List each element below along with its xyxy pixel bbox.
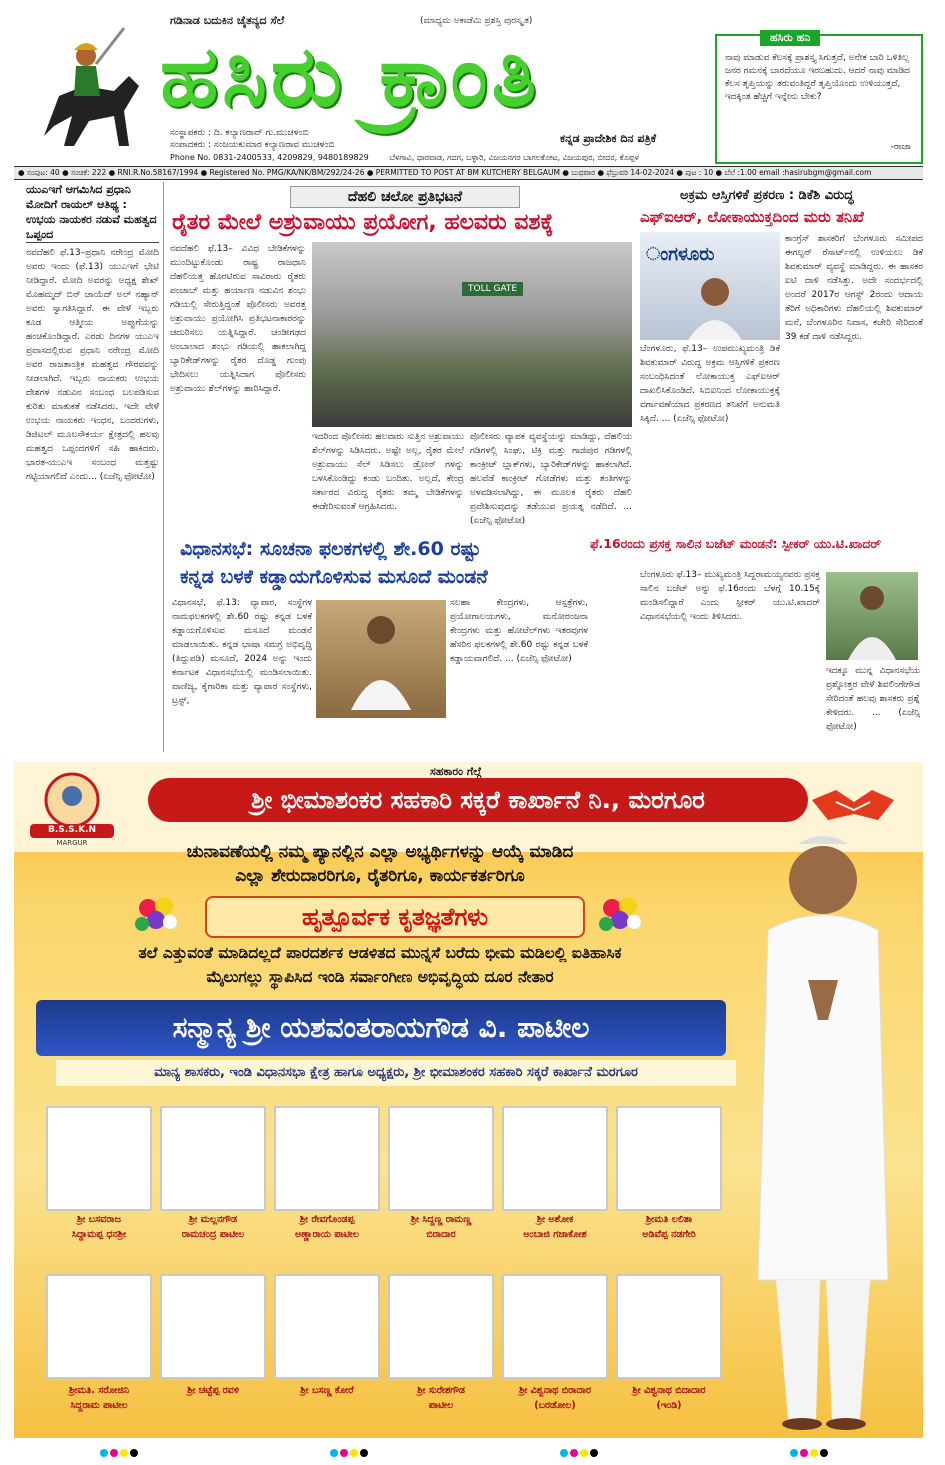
masthead-subtitle: ಕನ್ನಡ ಪ್ರಾದೇಶಿಕ ದಿನ ಪತ್ರಿಕೆ: [560, 132, 657, 145]
bsskn-logo: [22, 770, 122, 850]
bsskn-logo-place: MARGUR: [56, 839, 88, 847]
member-photo-2-5: [502, 1274, 608, 1379]
founder-line: ಸಂಸ್ಥಾಪಕರು : ದಿ. ಕಲ್ಯಾಣರಾವ್ ಗು.ಮುಚಳಂಬಿ: [170, 128, 309, 138]
member-photo-1-3: [274, 1106, 380, 1211]
photo-banner-text: ಂಗಳೂರು: [646, 244, 715, 265]
leader-name-banner: ಸನ್ಮಾನ್ಯ ಶ್ರೀ ಯಶವಂತರಾಯಗೌಡ ವಿ. ಪಾಟೀಲ: [36, 1000, 726, 1056]
member-caption-2-5: ಶ್ರೀ ವಿಶ್ವನಾಥ ಬಿರಾದಾರ (ಬರಡೋಲ): [518, 1385, 592, 1411]
registration-marks-1: [100, 1442, 140, 1452]
member-caption-1-1: ಶ್ರೀ ಬಸವರಾಜ ಸಿದ್ದಾಮಪ್ಪ ಧನಶ್ರೀ: [71, 1214, 127, 1240]
assembly-minister-photo: [316, 600, 446, 718]
member-caption-2-1: ಶ್ರೀಮತಿ. ಸರೋಜಿನಿ ಸಿದ್ದರಾಮ ಪಾಟೀಲ: [68, 1385, 130, 1411]
speaker-khader-silhouette-icon: [846, 580, 898, 660]
flower-bouquet-icon-right: [592, 888, 648, 944]
issue-info-bar: ● ಸಂಪುಟ: 40 ● ಸಂಚಿಕೆ: 222 ● RNI.R.No.58167/1994 ● Registered No. PMG/KA/NK/BM/292/24-26 ● PERMITTED TO POST AT BM KUTCHERY BELGAUM ● ಬುಧವಾರ ● ಫೆಬ್ರುವರಿ 14-02-2024 ● ಪುಟ : 10 ● ಬೆಲೆ :1.00 email :hasirubgm@gmail.com: [14, 166, 923, 180]
left-story-headline: ಯುಎಇಗೆ ಆಗಮಿಸಿದ ಪ್ರಧಾನಿ ಮೋದಿಗೆ ರಾಯಲ್ ಆತಿಥ್ಯ : ಉಭಯ ನಾಯಕರ ನಡುವೆ ಮಹತ್ವದ ಒಪ್ಪಂದ: [26, 182, 159, 243]
main-story-body-2: ಇದರಿಂದ ಪೊಲೀಸರು ಹಲವಾರು ಸುತ್ತಿನ ಅಶ್ರುವಾಯು ಶೆಲ್‌ಗಳನ್ನು ಸಿಡಿಸಿದರು. ಅಷ್ಟೇ ಅಲ್ಲ, ರೈತರ ಮೇಲೆ ಅಶ್ರುವಾಯು ಸೆಲ್ ಸಿಡಿಸಲು ಡ್ರೋನ್ ಗಳನ್ನು ಬಳಸಿಕೊಂಡಿದ್ದು ಕಂಡು ಬಂದಿತು. ಅಲ್ಲದೆ, ಕೇಂದ್ರ ಸರ್ಕಾರದ ವಿರುದ್ಧ ರೈತರು ತಮ್ಮ ಬೇಡಿಕೆಗಳನ್ನು ಈಡೇರಿಸುವಂತೆ ಆಗ್ರಹಿಸಿದರು.: [312, 432, 464, 512]
member-caption-2-6: ಶ್ರೀ ವಿಶ್ವನಾಥ ಬಿದಾದಾರ (ಇಂಡಿ): [632, 1385, 706, 1411]
member-caption-2-2: ಶ್ರೀ ಚಟ್ಟೆಪ್ಪ ರವಳಿ: [187, 1385, 239, 1396]
member-caption-1-2: ಶ್ರೀ ಮಲ್ಲನಗೌಡ ರಾಮಚಂದ್ರ ಪಾಟೀಲ: [181, 1214, 245, 1240]
budget-headline: ಫೆ.16ರಂದು ಪ್ರಸಕ್ತ ಸಾಲಿನ ಬಜೆಟ್ ಮಂಡನೆ: ಸ್ಪೀಕರ್ ಯು.ಟಿ.ಖಾದರ್: [590, 536, 882, 551]
assembly-headline-2: ಕನ್ನಡ ಬಳಕೆ ಕಡ್ಡಾಯಗೊಳಿಸುವ ಮಸೂದೆ ಮಂಡನೆ: [180, 566, 488, 588]
phone-numbers: Phone No. 0831-2400533, 4209829, 9480189829: [170, 153, 369, 162]
flower-bouquet-icon-left: [128, 888, 184, 944]
budget-body-2: ಇದಕ್ಕೂ ಮುನ್ನ ವಿಧಾನಸಭೆಯ ಪ್ರಶ್ನೋತ್ತರ ವೇಳೆ ಶಿವಲಿಂಗೇಗೌಡ ಸೇರಿದಂತೆ ಹಲವು ಶಾಸಕರು ಪ್ರಶ್ನೆ ಕೇಳಿದರು. ... (ಏಜೆನ್ಸಿ ಫೋಟೋ): [826, 666, 920, 732]
ad-line-3: ತಲೆ ಎತ್ತುವಂತೆ ಮಾಡಿದಲ್ಲದೆ ಪಾರದರ್ಶಕ ಆಡಳಿತದ ಮುನ್ನಸೆ ಬರೆದು ಭೀಮ ಮಡಿಲಲ್ಲಿ ಐತಿಹಾಸಿಕ: [138, 944, 622, 962]
ad-line-2: ಎಲ್ಲಾ ಶೇರುದಾರರಿಗೂ, ರೈತರಿಗೂ, ಕಾರ್ಯಕರ್ತರಿಗೂ: [235, 866, 525, 886]
masthead-logo-horse-rider: [14, 16, 152, 166]
member-photo-2-3: [274, 1274, 380, 1379]
regions: ಬೆಳಗಾವಿ, ಧಾರವಾಡ, ಗದಗ, ಬಳ್ಳಾರಿ, ವಿಜಯನಗರ ಬಾಗಲಕೋಟ, ವಿಜಯಪುರ, ಬೀದರ, ಕೊಪ್ಪಳ: [389, 153, 639, 162]
bsskn-logo-text: B.S.S.K.N: [47, 825, 96, 835]
masthead-title: ಹಸಿರು ಕ್ರಾಂತಿ: [160, 27, 541, 125]
ad-thanks-banner: ಹೃತ್ಪೂರ್ವಕ ಕೃತಜ್ಞತೆಗಳು: [205, 896, 585, 938]
member-caption-2-3: ಶ್ರೀ ಬಸಣ್ಣ ಕೋರೆ: [300, 1385, 354, 1396]
ad-line-4: ಮೈಲುಗಲ್ಲು ಸ್ಥಾಪಿಸಿದ ಇಂಡಿ ಸರ್ವಾಂಗೀಣ ಅಭಿವೃದ್ಧಿಯ ದೂರ ನೇತಾರ: [206, 968, 554, 986]
main-story-kicker: ದೆಹಲಿ ಚಲೋ ಪ್ರತಿಭಟನೆ: [290, 186, 520, 208]
quote-tag: ಹಸಿರು ಹನಿ: [760, 30, 820, 46]
farmers-protest-photo: [312, 242, 632, 427]
main-story-headline: ರೈತರ ಮೇಲೆ ಅಶ್ರುವಾಯು ಪ್ರಯೋಗ, ಹಲವರು ವಶಕ್ಕೆ: [172, 210, 554, 235]
quote-author: -ರಾಜಾ: [890, 142, 911, 152]
toll-gate-sign: TOLL GATE: [462, 282, 523, 296]
ad-line-1: ಚುನಾವಣೆಯಲ್ಲಿ ನಮ್ಮ ಪ್ಯಾನಲ್ಲಿನ ಎಲ್ಲಾ ಅಭ್ಯರ್ಥಿಗಳನ್ನು ಆಯ್ಕೆ ಮಾಡಿದ: [186, 842, 574, 862]
member-caption-1-3: ಶ್ರೀ ರೇವಗೊಂಡಪ್ಪ ಅಣ್ಣಾರಾಯ ಪಾಟೀಲ: [295, 1214, 359, 1240]
member-photo-2-2: [160, 1274, 266, 1379]
right-story-body-1: ಕಾಂಗ್ರೆಸ್ ಶಾಸಕರಿಗೆ ಬೆಂಗಳೂರು ಸಮೀಪದ ಈಗಲ್ಟನ್ ರೆಸಾರ್ಟ್‌ನಲ್ಲಿ ಉಳಿಯಲು ಡಿಕೆ ಶಿವಕುಮಾರ್ ವ್ಯವಸ್ಥೆ ಮಾಡಿದ್ದರು. ಈ ಹಾಸಕರ ಐಟಿ ದಾಳಿ ನಡೆಸಿತ್ತು. ಅದೇ ಸಂದರ್ಭದಲ್ಲಿ ಅಂದರೆ 2017ರ ಆಗಸ್ಟ್ 2ರಂದು ಆದಾಯ ತೆರಿಗೆ ಅಧಿಕಾರಿಗಳು ದೆಹಲಿಯಲ್ಲಿ ಶಿವಕುಮಾರ್ ಮನೆ, ಬೆಂಗಳೂರಿನ ನಿವಾಸ, ಕಚೇರಿ ಸೇರಿದಂತೆ 39 ಕಡೆ ದಾಳಿ ನಡೆಸಿದ್ದರು.: [785, 234, 923, 342]
member-photo-1-5: [502, 1106, 608, 1211]
assembly-body-2: ಸಲಹಾ ಕೇಂದ್ರಗಳು, ಆಸ್ಪತ್ರೆಗಳು, ಪ್ರಯೋಗಾಲಯಗಳು, ಮನೋರಂಜನಾ ಕೇಂದ್ರಗಳು ಮತ್ತು ಹೋಟೆಲ್‌ಗಳು ಇತರವುಗಳ ಹೆಸರಿನ ಫಲಕಗಳಲ್ಲಿ ಶೇ.60 ರಷ್ಟು ಕನ್ನಡ ಬಳಕೆ ಕಡ್ಡಾಯವಾಗಲಿದೆ. ... (ಏಜೆನ್ಸಿ ಫೋಟೋ): [450, 598, 588, 664]
leader-role: ಮಾನ್ಯ ಶಾಸಕರು, ಇಂಡಿ ವಿಧಾನಸಭಾ ಕ್ಷೇತ್ರ ಹಾಗೂ ಅಧ್ಯಕ್ಷರು, ಶ್ರೀ ಭೀಮಾಶಂಕರ ಸಹಕಾರಿ ಸಕ್ಕರೆ ಕಾರ್ಖಾನೆ ಮರಗೂರ: [56, 1060, 736, 1086]
registration-marks-2: [330, 1442, 370, 1452]
quote-box: [715, 34, 923, 164]
assembly-headline-1: ವಿಧಾನಸಭೆ: ಸೂಚನಾ ಫಲಕಗಳಲ್ಲಿ ಶೇ.60 ರಷ್ಟು: [180, 538, 481, 560]
assembly-body-1: ವಿಧಾನಸಭೆ, ಫೆ.13: ವ್ಯಾಪಾರ, ಸಂಸ್ಥೆಗಳ ನಾಮಫಲಕಗಳಲ್ಲಿ ಶೇ.60 ರಷ್ಟು ಕನ್ನಡ ಬಳಕೆ ಕಡ್ಡಾಯಗೊಳಿಸುವ ಮಸೂದೆ ಮಂಡನೆ ಮಾಡಲಾಯಿತು. ಕನ್ನಡ ಭಾಷಾ ಸಮಗ್ರ ಅಭಿವೃದ್ಧಿ (ತಿದ್ದುಪಡಿ) ಮಸೂದೆ, 2024 ಅನ್ನು ಇಂದು ಕರ್ನಾಟಕ ವಿಧಾನಸಭೆಯಲ್ಲಿ ಮಂಡಿಸಲಾಯಿತು. ವಾಣಿಜ್ಯ, ಕೈಗಾರಿಕಾ ಮತ್ತು ವ್ಯಾಪಾರ ಸಂಸ್ಥೆಗಳು, ಟ್ರಸ್ಟ್,: [172, 598, 312, 706]
member-photo-2-1: [46, 1274, 152, 1379]
left-story-body: ನವದೆಹಲಿ ಫೆ.13–ಪ್ರಧಾನಿ ನರೇಂದ್ರ ಮೋದಿ ಅವರು ಇಂದು (ಫೆ.13) ಯುಎಇಗೆ ಭೇಟಿ ನೀಡಿದ್ದಾರೆ. ಮೋದಿ ಅವರನ್ನು ಅಧ್ಯಕ್ಷ ಶೇಖ್ ಮೊಹಮ್ಮದ್ ಬಿನ್ ಜಾಯೆದ್ ಅಲ್ ನಹ್ಯಾನ್ ಅವರು ಸ್ವಾಗತಿಸಿದ್ದಾರೆ. ಈ ವೇಳೆ ಇಬ್ಬರು ಕೂಡ ಆತ್ಮೀಯ ಅಪ್ಪುಗೆಯನ್ನು ಹಂಚಿಕೊಂಡಿದ್ದಾರೆ. ಎರಡು ದಿನಗಳ ಯುಎಇ ಪ್ರವಾಸದಲ್ಲಿರುವ ಪ್ರಧಾನಿ ನರೇಂದ್ರ ಮೋದಿ ಅವರ ರಾಜತಾಂತ್ರಿಕ ಮಹತ್ವದ ಗೌರವವನ್ನು ನೀಡಲಾಗಿದೆ. ಇಬ್ಬರು ನಾಯಕರು ಉಭಯ ದೇಶಗಳ ನಡುವಿನ ಸಂಬಂಧ ಬಲಪಡಿಸುವ ಕುರಿತು ಮಾತುಕತೆ ನಡೆಸಿದರು. ಇದೇ ವೇಳೆ ಉಭಯ ನಾಯಕರು ಇಂಧನ, ಬಂದರುಗಳು, ಡಿಜಿಟಲ್ ಮೂಲಸೌಕರ್ಯ ಕ್ಷೇತ್ರದಲ್ಲಿ ಹಲವು ಮಹತ್ವದ ಒಪ್ಪಂದಗಳಿಗೆ ಸಹಿ ಹಾಕಿದರು. ಭಾರತ-ಯುಎಇ ಸಂಬಂಧ ಮತ್ತಷ್ಟು ಗಟ್ಟಿಯಾಗಲಿದೆ ಎಂದು... (ಏಜೆನ್ಸಿ ಫೋಟೋ): [26, 248, 159, 482]
ad-sahakara-slogan: ಸಹಕಾರಂ ಗೆಲ್ಗೆ: [430, 765, 482, 778]
member-caption-1-6: ಶ್ರೀಮತಿ ಲಲಿತಾ ಅಡಿವೆಪ್ಪ ನಡಗೇರಿ: [642, 1214, 696, 1240]
main-story-body-1: ನವದೆಹಲಿ ಫೆ.13– ವಿವಿಧ ಬೇಡಿಕೆಗಳನ್ನು ಮುಂದಿಟ್ಟುಕೊಂಡು ರಾಷ್ಟ್ರ ರಾಜಧಾನಿ ದೆಹಲಿಯತ್ತ ಹೊರಟಿರುವ ಸಾವಿರಾರು ರೈತರು ಪಂಜಾಬ್ ಮತ್ತು ಹರ್ಯಾಣ ನಡುವಿನ ಶಂಭು ಗಡಿಯಲ್ಲಿ ಸೇರುತ್ತಿದ್ದಂತೆ ಪೊಲೀಸರು ಅವರತ್ತ ಅಶ್ರುವಾಯು ಪ್ರಯೋಗಿಸಿ ಪ್ರತಿಭಟನಾಕಾರರನ್ನು ಚದುರಿಸಲು ಯತ್ನಿಸಿದ್ದಾರೆ. ಚಂಡೀಗಢದ ಅಂಬಾಲಾದ ಶಂಭು ಗಡಿಯಲ್ಲಿ ಹಾಕಲಾಗಿದ್ದ ಬ್ಯಾರಿಕೇಡ್‌ಗಳನ್ನು ರೈತರ ದೊಡ್ಡ ಗುಂಪು ಭೇದಿಸಲು ಯತ್ನಿಸಿದಾಗ ಪೊಲೀಸರು ಅಶ್ರುವಾಯು ಶೆಲ್‌ಗಳನ್ನು ಹಾರಿಸಿದ್ದಾರೆ.: [170, 244, 306, 394]
member-photo-1-6: [616, 1106, 722, 1211]
right-story-kicker: ಅಕ್ರಮ ಆಸ್ತಿಗಳಿಕೆ ಪ್ರಕರಣ : ಡಿಕೆಶಿ ವಿರುದ್ಧ: [680, 188, 854, 203]
member-caption-1-4: ಶ್ರೀ ಸಿದ್ದಣ್ಣ ರಾಮಣ್ಣ ಬಿರಾದಾರ: [410, 1214, 472, 1240]
right-story-headline: ಎಫ್‌ಐಆರ್, ಲೋಕಾಯುಕ್ತದಿಂದ ಮರು ತನಿಖೆ: [640, 208, 864, 226]
member-photo-1-2: [160, 1106, 266, 1211]
masthead-tagline: ಗಡಿನಾಡ ಬದುಕಿನ ಚೈತನ್ಯದ ಸೆಲೆ: [170, 14, 285, 27]
right-story-body-2: ಬೆಂಗಳೂರು, ಫೆ.13– ಉಪಮುಖ್ಯಮಂತ್ರಿ ಡಿಕೆ ಶಿವಕುಮಾರ್ ವಿರುದ್ಧ ಅಕ್ರಮ ಆಸ್ತಿಗಳಿಕೆ ಪ್ರಕರಣ ಸಂಬಂಧಿಸಿದಂತೆ ಲೋಕಾಯುಕ್ತ ಎಫ್‌ಐಆರ್ ದಾಖಲಿಸಿಕೊಂಡಿದೆ. ಸಿಬಿಐನಿಂದ ಲೋಕಾಯುಕ್ತಕ್ಕೆ ವರ್ಗಾವಣೆಯಾದ ಪ್ರಕರಣದ ತನಿಖೆಗೆ ಅನುಮತಿ ಸಿಕ್ಕಿದೆ. ... (ಏಜೆನ್ಸಿ ಫೋಟೋ): [640, 344, 780, 424]
masthead-contact: [170, 153, 639, 163]
member-photo-2-6: [616, 1274, 722, 1379]
speaker-khader-photo: [826, 572, 918, 660]
leader-photo: [728, 820, 918, 1432]
registration-marks-4: [790, 1442, 830, 1452]
member-photo-1-1: [46, 1106, 152, 1211]
registration-marks-3: [560, 1442, 600, 1452]
member-caption-2-4: ಶ್ರೀ ಸುರೇಶಗೌಡ ಪಾಟೀಲ: [417, 1385, 465, 1411]
quote-text: ನಾವು ಮಾಡುವ ಕೆಲಸಕ್ಕೆ ಪ್ರಾಶಸ್ತ್ಯ ಸಿಗುತ್ತದೆ, ಅನೇಕ ಬಾರಿ ಒಳಿತಿಲ್ಲ ಜನರ ಗಮನಕ್ಕೆ ಬಾರದೆಯೂ ಇರಬಹುದು. ಆದರೆ ನಾವು ಮಾಡಿದ ಕೆಲಸ ತೃಪ್ತಿಯನ್ನು ತರುವಂತಿದ್ದರೆ ತೃಪ್ತಿಯೊಂದು ಉಳಿಯುತ್ತದೆ, ಇದಕ್ಕಿಂತ ಹೆಚ್ಚಿಗೆ ಇನ್ನೇನು ಬೇಕು?: [725, 53, 910, 102]
masthead-award-note: (ಮಾಧ್ಯಮ ಅಕಾಡೆಮಿ ಪ್ರಶಸ್ತಿ ಪುರಸ್ಕೃತ): [420, 16, 533, 26]
editor-line: ಸಂಪಾದಕರು : ಸಂಜಯಕುಮಾರ ಕಲ್ಯಾಣರಾವ ಮುಚಳಂಬಿ: [170, 140, 335, 150]
main-story-body-3: ಪೊಲೀಸರು ವ್ಯಾಪಕ ವ್ಯವಸ್ಥೆಯನ್ನು ಮಾಡಿದ್ದು, ದೆಹಲಿಯ ಗಡಿಗಳಲ್ಲಿ ಸಿಂಘು, ಟಿಕ್ರಿ ಮತ್ತು ಗಾಜಿಪುರ ಗಡಿಗಳಲ್ಲಿ ಕಾಂಕ್ರೀಟ್ ಬ್ಲಾಕ್‌ಗಳು, ಬ್ಯಾರಿಕೇಡ್‌ಗಳನ್ನು ಹಾಕಲಾಗಿದೆ. ಹಲವೆಡೆ ಕಾಂಕ್ರೀಟ್ ಗೋಡೆಗಳು ಮತ್ತು ತಂತಿಗಳನ್ನು ಅಳವಡಿಸಲಾಗಿದ್ದು, ಈ ಮೂಲಕ ರೈತರು ದೆಹಲಿ ಪ್ರವೇಶಿಸುವುದನ್ನು ತಡೆಯುವ ಪ್ರಯತ್ನ ನಡೆದಿದೆ. ... (ಏಜೆನ್ಸಿ ಫೋಟೋ): [470, 432, 632, 526]
member-photo-2-4: [388, 1274, 494, 1379]
dk-shivakumar-photo: [640, 232, 780, 340]
speaker-silhouette-icon: [346, 610, 416, 710]
person-silhouette-icon: [680, 270, 750, 340]
sugar-factory-name: ಶ್ರೀ ಭೀಮಾಶಂಕರ ಸಹಕಾರಿ ಸಕ್ಕರೆ ಕಾರ್ಖಾನೆ ನಿ., ಮರಗೂರ: [148, 778, 808, 822]
masthead-editors: [170, 127, 334, 151]
member-photo-1-4: [388, 1106, 494, 1211]
member-caption-1-5: ಶ್ರೀ ಅಶೋಕ ಅಂಬಾಜಿ ಗಜಾಕೋಶ: [523, 1214, 587, 1240]
budget-body-1: ಬೆಂಗಳೂರು ಫೆ.13– ಮುಖ್ಯಮಂತ್ರಿ ಸಿದ್ದರಾಮಯ್ಯನವರು ಪ್ರಸಕ್ತ ಸಾಲಿನ ಬಜೆಟ್ ಅನ್ನು ಫೆ.16ರಂದು ಬೆಳಗ್ಗೆ 10.15ಕ್ಕೆ ಮಂಡಿಸಲಿದ್ದಾರೆ ಎಂದು ಸ್ಪೀಕರ್ ಯು.ಟಿ.ಖಾದರ್ ವಿಧಾನಸಭೆಯಲ್ಲಿ ಇಂದು ತಿಳಿಸಿದರು.: [640, 570, 820, 622]
left-column-story: [26, 182, 164, 752]
